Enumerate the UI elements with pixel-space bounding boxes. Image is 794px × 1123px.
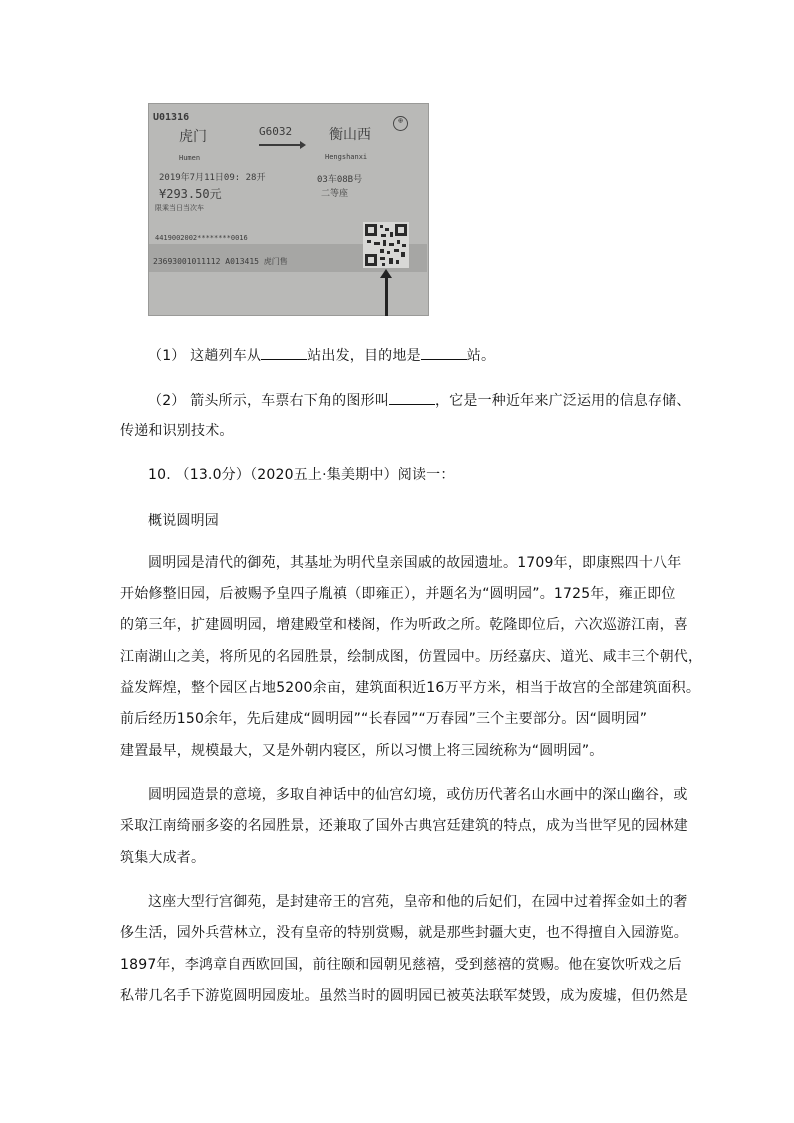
- question-2-line-2: 传递和识别技术。: [120, 423, 234, 439]
- blank-graphic-name[interactable]: [389, 390, 435, 405]
- qr-code-icon: [363, 222, 409, 268]
- question-1-text-c: 站。: [466, 348, 496, 364]
- question-1: [148, 345, 495, 366]
- ticket-id-number: 4419002002********0016: [155, 234, 248, 242]
- question-1-text-a: （1） 这趟列车从: [148, 348, 262, 364]
- paragraph-3-line: 私带几名手下游览圆明园废址。虽然当时的圆明园已被英法联军焚毁，成为废墟，但仍然是: [120, 988, 688, 1004]
- direction-arrow-icon: [259, 144, 304, 146]
- ticket-arrival-pinyin: Hengshanxi: [325, 153, 368, 161]
- question-10-header: 10. （13.0分）（2020五上·集美期中）阅读一：: [148, 467, 455, 483]
- paragraph-1-line: 开始修整旧园，后被赐予皇四子胤禛（即雍正），并题名为“圆明园”。1725年，雍正即位: [120, 586, 676, 602]
- paragraph-3-line: 侈生活，园外兵营林立，没有皇帝的特别赏赐，就是那些封疆大吏，也不得擅自入园游览。: [120, 925, 688, 941]
- train-ticket-photo: [148, 103, 429, 316]
- paragraph-2-line: 筑集大成者。: [120, 850, 206, 866]
- blank-destination[interactable]: [421, 345, 467, 360]
- paragraph-2-line: 圆明园造景的意境，多取自神话中的仙宫幻境，或仿历代著名山水画中的深山幽谷，或: [148, 787, 688, 803]
- paragraph-1-line: 圆明园是清代的御苑，其基址为明代皇亲国戚的故园遗址。1709年，即康熙四十八年: [148, 555, 682, 571]
- ticket-serial: U01316: [153, 112, 190, 123]
- ticket-seat: 03车08B号: [317, 175, 363, 185]
- question-2-text-a: （2） 箭头所示，车票右下角的图形叫: [148, 393, 389, 409]
- ticket-class: 二等座: [321, 189, 349, 199]
- ticket-arrival-station: 衡山西: [329, 127, 371, 143]
- paragraph-2-line: 采取江南绮丽多姿的名园胜景，还兼取了国外古典宫廷建筑的特点，成为当世罕见的园林建: [120, 818, 688, 834]
- paragraph-1-line: 江南湖山之美，将所见的名园胜景，绘制成图，仿置园中。历经嘉庆、道光、咸丰三个朝代，: [120, 649, 703, 665]
- paragraph-3-line: 这座大型行宫御苑，是封建帝王的宫苑，皇帝和他的后妃们，在园中过着挥金如土的奢: [148, 894, 688, 910]
- pointer-arrow-icon: [385, 276, 388, 316]
- ticket-note: 限乘当日当次车: [155, 204, 204, 212]
- ticket-train-number: G6032: [259, 125, 293, 138]
- article-title: 概说圆明园: [148, 513, 219, 529]
- blank-departure[interactable]: [261, 345, 307, 360]
- ticket-departure-station: 虎门: [179, 129, 207, 145]
- question-1-text-b: 站出发，目的地是: [307, 348, 421, 364]
- railway-logo-icon: ⊕: [393, 116, 408, 131]
- paragraph-1-line: 前后经历150余年，先后建成“圆明园”“长春园”“万春园”三个主要部分。因“圆明园”: [120, 711, 648, 727]
- paragraph-1-line: 的第三年，扩建圆明园，增建殿堂和楼阁，作为听政之所。乾隆即位后，六次巡游江南，喜: [120, 617, 688, 633]
- paragraph-3-line: 1897年，李鸿章自西欧回国，前往颐和园朝见慈禧，受到慈禧的赏赐。他在宴饮听戏之后: [120, 957, 682, 973]
- ticket-datetime: 2019年7月11日09: 28开: [159, 173, 266, 183]
- ticket-price: ¥293.50元: [159, 187, 222, 201]
- question-2-text-b: ，它是一种近年来广泛运用的信息存储、: [434, 393, 691, 409]
- question-2: [148, 390, 691, 411]
- paragraph-1-line: 建置最早，规模最大，又是外朝内寝区，所以习惯上将三园统称为“圆明园”。: [120, 743, 604, 759]
- paragraph-1-line: 益发辉煌，整个园区占地5200余亩，建筑面积近16万平方米，相当于故宫的全部建筑面积。: [120, 680, 701, 696]
- ticket-departure-pinyin: Humen: [179, 154, 201, 162]
- ticket-code: 23693001011112 A013415 虎门售: [153, 257, 288, 266]
